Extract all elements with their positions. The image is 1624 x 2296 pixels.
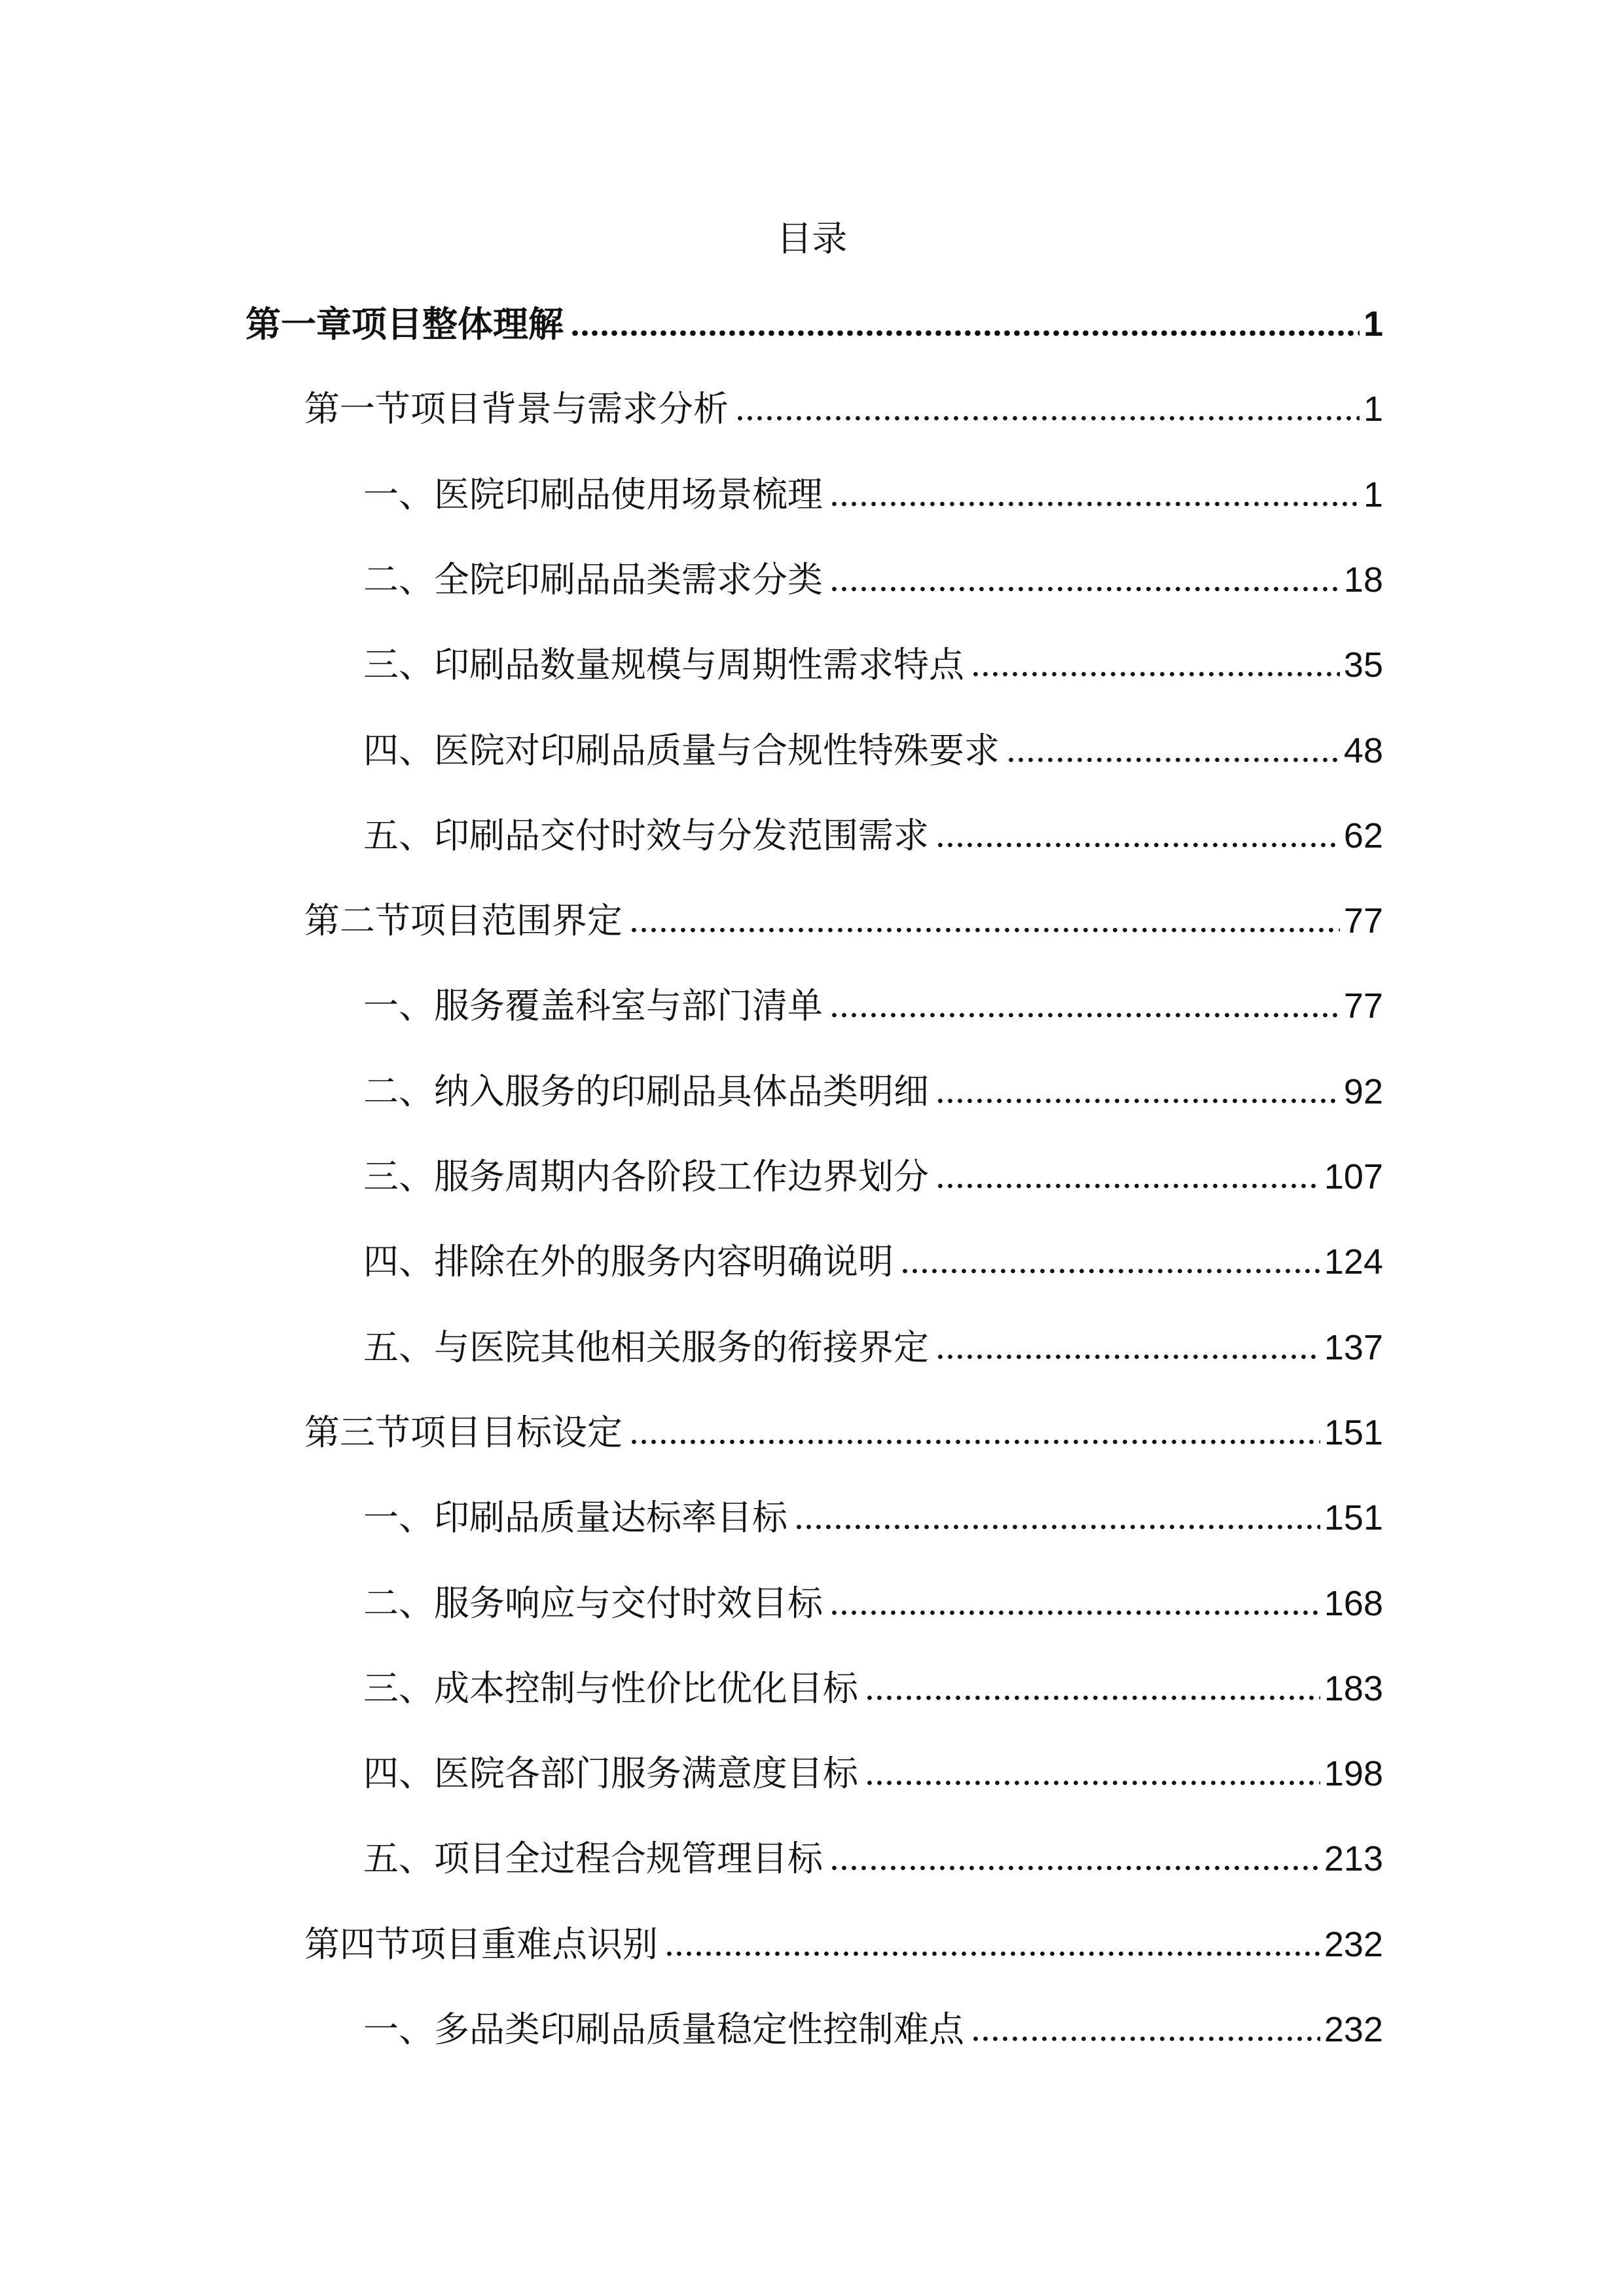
toc-page-number: 213	[1324, 1839, 1383, 1878]
toc-page-number: 77	[1343, 901, 1383, 941]
toc-dot-leader	[829, 1865, 1320, 1871]
toc-entry[interactable]	[363, 639, 1383, 691]
toc-entry-title: 一、医院印刷品使用场景梳理	[363, 474, 823, 515]
toc-page-number: 62	[1343, 816, 1383, 855]
toc-entry-title: 一、服务覆盖科室与部门清单	[363, 985, 823, 1026]
toc-dot-leader	[935, 1354, 1320, 1359]
toc-entry-title: 二、全院印刷品品类需求分类	[363, 559, 823, 600]
toc-entry-title: 三、印刷品数量规模与周期性需求特点	[363, 644, 964, 685]
toc-entry-title: 一、多品类印刷品质量稳定性控制难点	[363, 2009, 964, 2050]
toc-dot-leader	[971, 2036, 1320, 2041]
toc-entry-title: 二、纳入服务的印刷品具体品类明细	[363, 1071, 929, 1112]
toc-dot-leader	[935, 842, 1340, 848]
toc-dot-leader	[900, 1268, 1320, 1274]
toc-dot-leader	[829, 586, 1340, 592]
toc-page-number: 35	[1343, 645, 1383, 685]
toc-dot-leader	[865, 1780, 1320, 1785]
toc-page-number: 1	[1363, 304, 1383, 344]
toc-page-number: 77	[1343, 986, 1383, 1026]
toc-page-number: 232	[1324, 2010, 1383, 2049]
toc-page-number: 18	[1343, 560, 1383, 600]
toc-dot-leader	[865, 1695, 1320, 1700]
toc-entry[interactable]	[363, 725, 1383, 777]
toc-entry-title: 三、服务周期内各阶段工作边界划分	[363, 1156, 929, 1197]
toc-page-number: 168	[1324, 1584, 1383, 1623]
toc-entry[interactable]	[363, 1748, 1383, 1800]
toc-entry[interactable]	[363, 980, 1383, 1032]
toc-page-number: 107	[1324, 1157, 1383, 1196]
toc-entry-title: 四、医院对印刷品质量与合规性特殊要求	[363, 730, 1000, 771]
toc-entry[interactable]	[363, 469, 1383, 521]
toc-entry-title: 五、项目全过程合规管理目标	[363, 1838, 823, 1879]
toc-page-number: 1	[1363, 389, 1383, 429]
toc-page-number: 92	[1343, 1072, 1383, 1111]
toc-dot-leader	[664, 1951, 1320, 1956]
toc-entry-title: 第一章项目整体理解	[245, 303, 564, 345]
toc-entry[interactable]	[363, 810, 1383, 862]
toc-entry[interactable]	[363, 1236, 1383, 1288]
toc-dot-leader	[1006, 757, 1340, 762]
toc-page-number: 1	[1363, 475, 1383, 514]
toc-page-number: 48	[1343, 731, 1383, 770]
toc-entry-title: 三、成本控制与性价比优化目标	[363, 1668, 858, 1709]
toc-entry-title: 第四节项目重难点识别	[304, 1924, 658, 1965]
toc-dot-leader	[935, 1183, 1320, 1189]
toc-page-number: 183	[1324, 1669, 1383, 1708]
toc-entry[interactable]	[363, 1833, 1383, 1885]
toc-dot-leader	[629, 927, 1340, 933]
toc-page-number: 198	[1324, 1754, 1383, 1793]
toc-page-number: 232	[1324, 1925, 1383, 1964]
toc-title: 目录	[776, 218, 848, 259]
toc-entry[interactable]	[304, 895, 1383, 947]
toc-entry-title: 第二节项目范围界定	[304, 900, 623, 941]
toc-dot-leader	[629, 1439, 1320, 1444]
toc-page-number: 151	[1324, 1498, 1383, 1537]
toc-dot-leader	[829, 1610, 1320, 1615]
toc-entry[interactable]	[363, 1577, 1383, 1630]
toc-dot-leader	[829, 501, 1360, 507]
toc-entry-title: 四、医院各部门服务满意度目标	[363, 1753, 858, 1794]
toc-dot-leader	[935, 1098, 1340, 1103]
toc-entry[interactable]	[363, 1321, 1383, 1374]
toc-entry[interactable]	[304, 1407, 1383, 1459]
toc-entry[interactable]	[304, 383, 1383, 435]
toc-entry-title: 第一节项目背景与需求分析	[304, 388, 729, 429]
toc-dot-leader	[570, 331, 1360, 336]
toc-entry[interactable]	[304, 1918, 1383, 1971]
toc-entry[interactable]	[363, 554, 1383, 606]
toc-entry[interactable]	[363, 1151, 1383, 1203]
toc-entry-title: 第三节项目目标设定	[304, 1412, 623, 1453]
toc-dot-leader	[794, 1524, 1320, 1530]
toc-entry[interactable]	[363, 1066, 1383, 1118]
toc-entry[interactable]	[363, 1492, 1383, 1544]
toc-dot-leader	[735, 416, 1360, 421]
toc-page-number: 124	[1324, 1242, 1383, 1282]
toc-dot-leader	[829, 1013, 1340, 1018]
toc-entry-title: 四、排除在外的服务内容明确说明	[363, 1241, 893, 1282]
toc-entry[interactable]	[363, 2003, 1383, 2056]
toc-page-number: 151	[1324, 1413, 1383, 1452]
toc-entry-title: 五、印刷品交付时效与分发范围需求	[363, 815, 929, 856]
toc-entry[interactable]	[245, 298, 1383, 350]
toc-page-number: 137	[1324, 1328, 1383, 1367]
toc-entry-title: 一、印刷品质量达标率目标	[363, 1497, 787, 1538]
toc-entry-title: 五、与医院其他相关服务的衔接界定	[363, 1327, 929, 1368]
toc-dot-leader	[971, 672, 1340, 677]
toc-entry-title: 二、服务响应与交付时效目标	[363, 1583, 823, 1624]
toc-entry[interactable]	[363, 1662, 1383, 1715]
